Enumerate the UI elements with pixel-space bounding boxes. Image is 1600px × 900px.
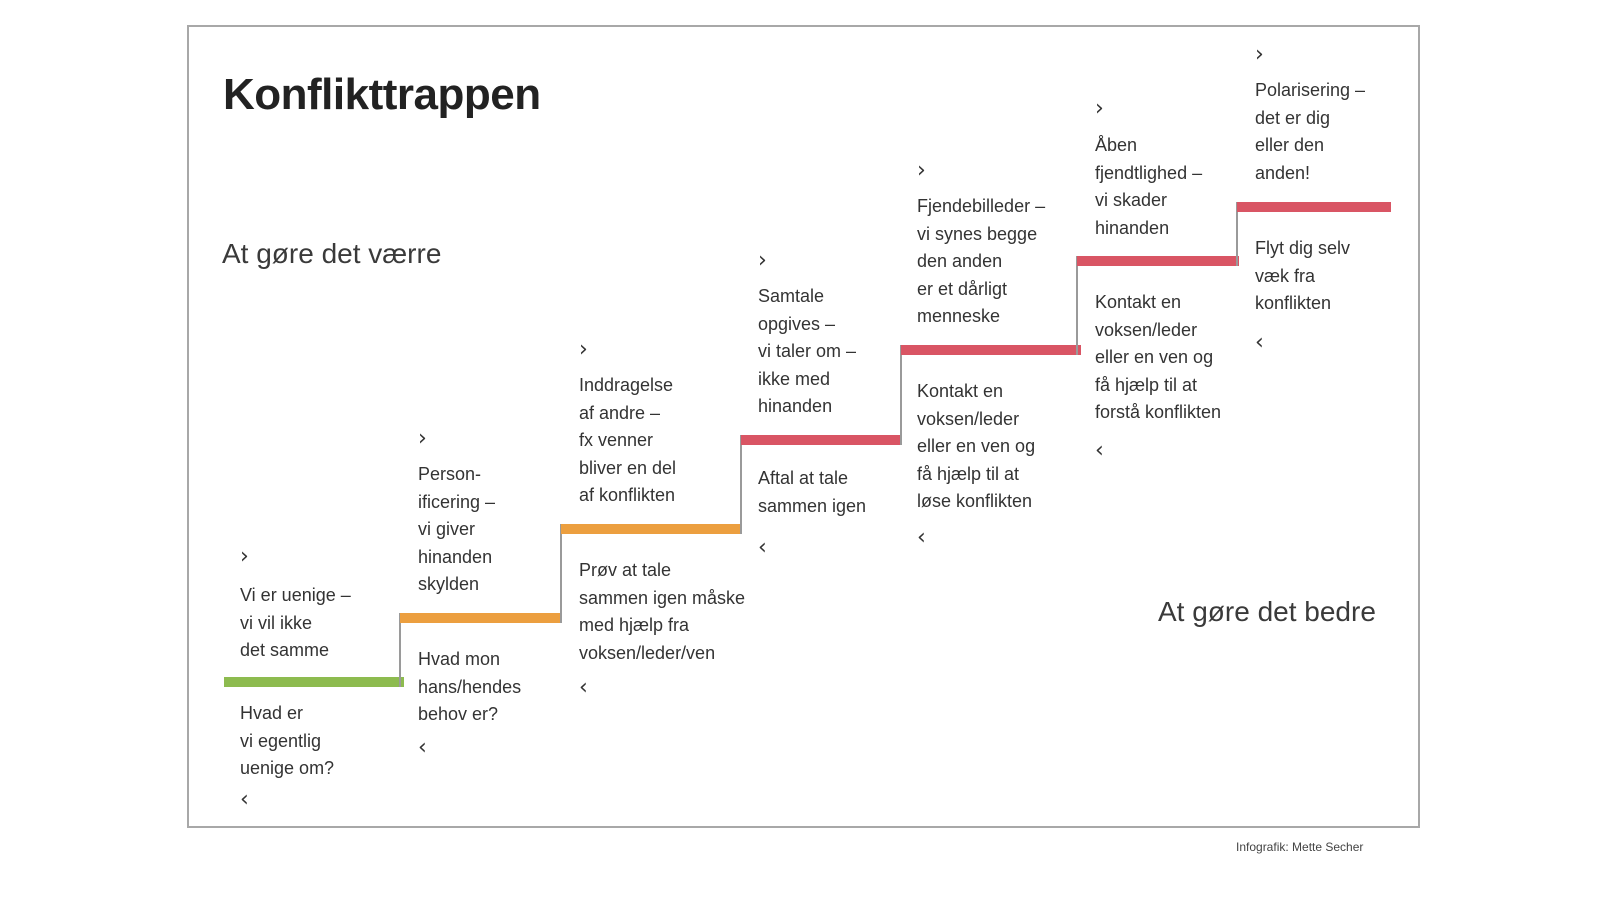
step-line-1	[224, 677, 404, 687]
step-line-2	[400, 613, 561, 623]
step-4-escalation-text: Samtale opgives – vi taler om – ikke med hinanden	[758, 286, 857, 416]
step-line-6	[1077, 256, 1239, 266]
escalate-chevron-icon: ›	[579, 337, 588, 362]
escalate-chevron-icon: ›	[917, 158, 926, 183]
step-6-deescalation-text: Kontakt en voksen/leder eller en ven og få hjælp til at forstå konflikten	[1095, 292, 1222, 422]
escalation-label: At gøre det værre	[222, 238, 442, 269]
step-riser-2	[399, 613, 401, 687]
step-riser-5	[900, 345, 902, 445]
deescalate-chevron-icon: ‹	[758, 535, 767, 560]
step-7-deescalation-text: Flyt dig selv væk fra konflikten	[1255, 238, 1351, 313]
credit-text: Infografik: Mette Secher	[1236, 840, 1364, 854]
step-riser-6	[1076, 256, 1078, 355]
step-2-escalation-text: Person- ificering – vi giver hinanden skylden	[418, 464, 496, 594]
step-riser-3	[560, 524, 562, 623]
escalate-chevron-icon: ›	[1095, 96, 1104, 121]
step-5-deescalation-text: Kontakt en voksen/leder eller en ven og få hjælp til at løse konflikten	[917, 381, 1036, 511]
step-3-deescalation-text: Prøv at tale sammen igen måske med hjælp fra voksen/leder/ven	[579, 560, 746, 663]
step-line-7	[1237, 202, 1391, 212]
escalate-chevron-icon: ›	[758, 248, 767, 273]
step-line-4	[741, 435, 901, 445]
deescalate-chevron-icon: ‹	[418, 735, 427, 760]
step-4-deescalation-text: Aftal at tale sammen igen	[758, 468, 867, 516]
step-1-deescalation-text: Hvad er vi egentlig uenige om?	[240, 703, 335, 778]
escalate-chevron-icon: ›	[418, 426, 427, 451]
step-7-escalation-text: Polarisering – det er dig eller den anden!	[1255, 80, 1366, 183]
step-3-escalation-text: Inddragelse af andre – fx venner bliver en del af konflikten	[579, 375, 677, 505]
step-6-escalation-text: Åben fjendtlighed – vi skader hinanden	[1095, 135, 1203, 238]
step-line-5	[901, 345, 1081, 355]
deescalate-chevron-icon: ‹	[917, 525, 926, 550]
page-title: Konflikttrappen	[223, 70, 541, 119]
step-5-escalation-text: Fjendebilleder – vi synes begge den anden er et dårligt menneske	[917, 196, 1046, 326]
deescalate-chevron-icon: ‹	[579, 675, 588, 700]
step-riser-4	[740, 435, 742, 534]
step-2-deescalation-text: Hvad mon hans/hendes behov er?	[418, 649, 522, 724]
diagram-frame	[187, 25, 1420, 828]
deescalate-chevron-icon: ‹	[1095, 438, 1104, 463]
escalate-chevron-icon: ›	[240, 544, 249, 569]
deescalate-chevron-icon: ‹	[1255, 330, 1264, 355]
step-line-3	[561, 524, 741, 534]
deescalation-label: At gøre det bedre	[1158, 596, 1376, 627]
escalate-chevron-icon: ›	[1255, 42, 1264, 67]
deescalate-chevron-icon: ‹	[240, 787, 249, 812]
step-1-escalation-text: Vi er uenige – vi vil ikke det samme	[240, 585, 351, 660]
